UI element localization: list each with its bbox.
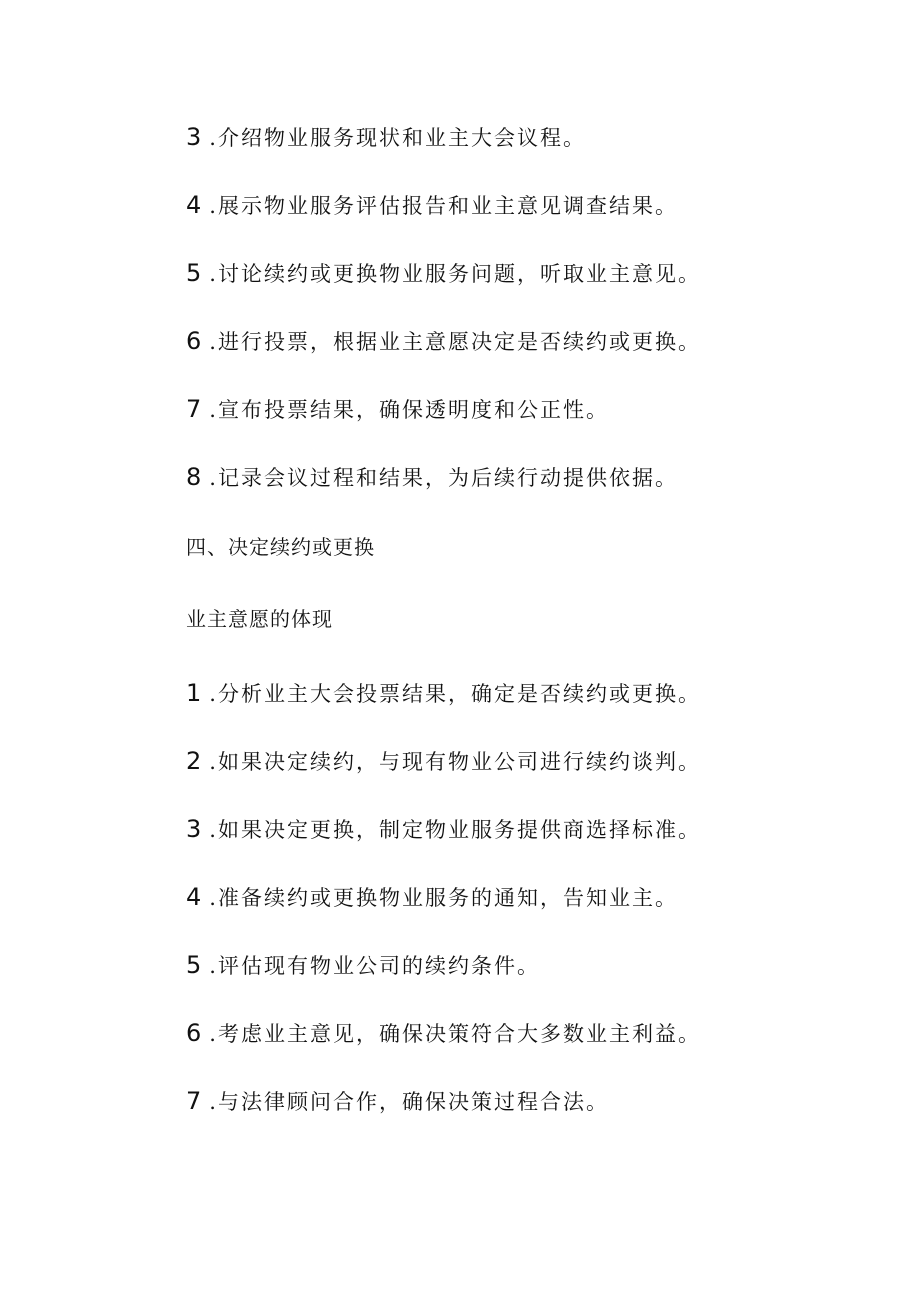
item-number: 7	[186, 395, 202, 423]
list-item	[186, 389, 609, 429]
item-text: .展示物业服务评估报告和业主意见调查结果。	[209, 194, 678, 218]
item-number: 8	[186, 463, 202, 491]
item-text: .评估现有物业公司的续约条件。	[209, 954, 540, 978]
item-number: 5	[186, 951, 202, 979]
item-number: 6	[186, 327, 202, 355]
list-item	[186, 1081, 609, 1121]
item-number: 1	[186, 679, 202, 707]
list-item	[186, 877, 678, 917]
item-text: .进行投票，根据业主意愿决定是否续约或更换。	[209, 330, 701, 354]
item-number: 4	[186, 883, 202, 911]
item-text: .分析业主大会投票结果，确定是否续约或更换。	[209, 682, 701, 706]
item-text: .准备续约或更换物业服务的通知，告知业主。	[209, 886, 678, 910]
item-number: 3	[186, 815, 202, 843]
list-item	[186, 741, 701, 781]
list-item	[186, 673, 701, 713]
list-item	[186, 117, 586, 157]
section-heading: 四、决定续约或更换	[186, 535, 375, 559]
list-item	[186, 945, 540, 985]
list-item	[186, 185, 678, 225]
list-item	[186, 321, 701, 361]
item-number: 7	[186, 1087, 202, 1115]
item-text: .介绍物业服务现状和业主大会议程。	[209, 126, 586, 150]
item-number: 4	[186, 191, 202, 219]
item-number: 3	[186, 123, 202, 151]
item-text: .宣布投票结果，确保透明度和公正性。	[209, 398, 609, 422]
item-text: .如果决定续约，与现有物业公司进行续约谈判。	[209, 750, 701, 774]
item-number: 5	[186, 259, 202, 287]
item-number: 2	[186, 747, 202, 775]
section-subheading: 业主意愿的体现	[186, 607, 333, 631]
list-item	[186, 809, 701, 849]
list-item	[186, 457, 678, 497]
list-item	[186, 1013, 701, 1053]
item-text: .记录会议过程和结果，为后续行动提供依据。	[209, 466, 678, 490]
item-number: 6	[186, 1019, 202, 1047]
item-text: .如果决定更换，制定物业服务提供商选择标准。	[209, 818, 701, 842]
item-text: .考虑业主意见，确保决策符合大多数业主利益。	[209, 1022, 701, 1046]
item-text: .讨论续约或更换物业服务问题，听取业主意见。	[209, 262, 701, 286]
list-item	[186, 253, 701, 293]
item-text: .与法律顾问合作，确保决策过程合法。	[209, 1090, 609, 1114]
